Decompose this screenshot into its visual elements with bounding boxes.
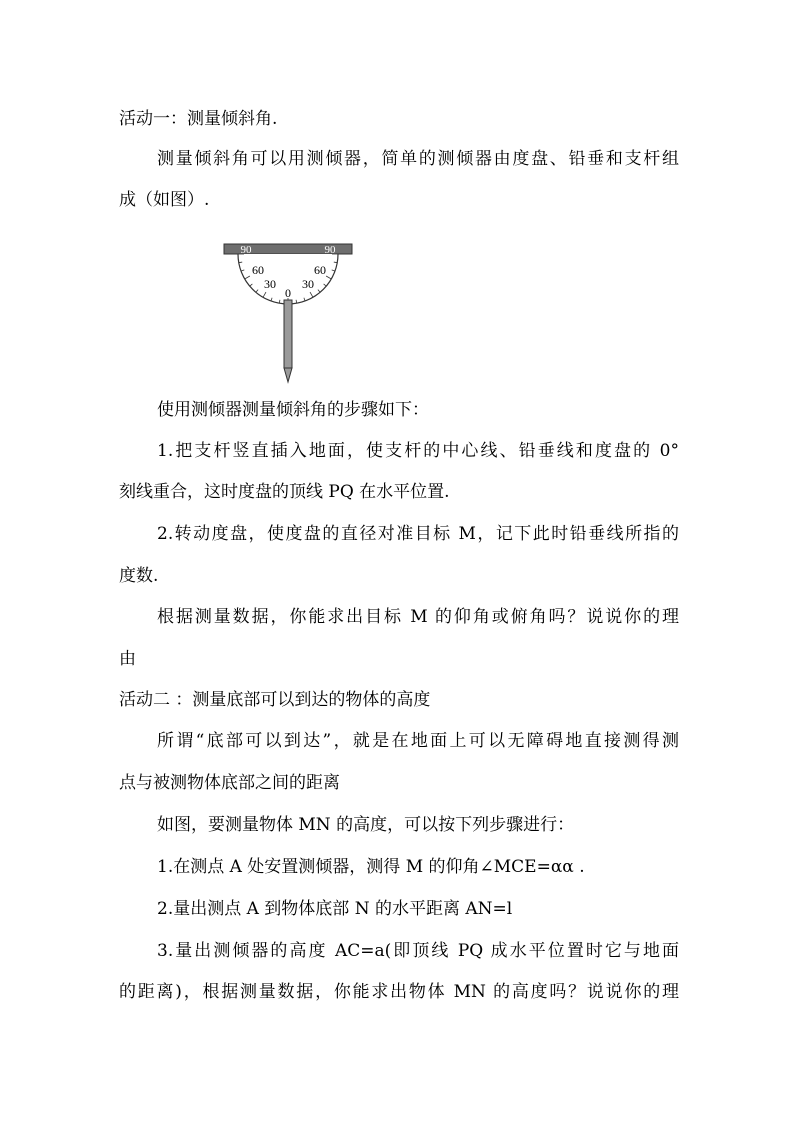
activity1-intro-line2: 成（如图）. bbox=[119, 190, 210, 210]
dial-label-left-90: 90 bbox=[240, 244, 252, 256]
support-rod bbox=[284, 300, 292, 368]
definition-line2: 点与被测物体底部之间的距离 bbox=[119, 773, 340, 793]
activity2-step1: 1.在测点 A 处安置测倾器，测得 M 的仰角∠MCE=αα . bbox=[157, 857, 585, 877]
dial-label-left-30: 30 bbox=[264, 277, 276, 291]
activity2-heading: 活动二 ：测量底部可以到达的物体的高度 bbox=[119, 690, 431, 710]
inclinometer-figure bbox=[218, 238, 358, 386]
dial-label-left-60: 60 bbox=[252, 263, 264, 277]
activity1-heading: 活动一：测量倾斜角. bbox=[119, 109, 278, 129]
dial-label-right-90: 90 bbox=[324, 244, 336, 256]
dial-label-zero: 0 bbox=[285, 286, 291, 300]
activity2-step3-line1: 3.量出测倾器的高度 AC=a(即顶线 PQ 成水平位置时它与地面 bbox=[157, 941, 679, 961]
activity2-step2: 2.量出测点 A 到物体底部 N 的水平距离 AN=l bbox=[157, 899, 513, 919]
step2-line1: 2.转动度盘，使度盘的直径对准目标 M，记下此时铅垂线所指的 bbox=[157, 524, 679, 544]
steps-intro: 使用测倾器测量倾斜角的步骤如下： bbox=[157, 400, 429, 420]
step1-line1: 1.把支杆竖直插入地面，使支杆的中心线、铅垂线和度盘的 0° bbox=[157, 441, 679, 461]
question-line1: 根据测量数据，你能求出目标 M 的仰角或俯角吗？说说你的理 bbox=[157, 607, 679, 627]
step2-line2: 度数. bbox=[119, 566, 159, 586]
question-line2: 由 bbox=[119, 649, 136, 669]
activity1-intro-line1: 测量倾斜角可以用测倾器，简单的测倾器由度盘、铅垂和支杆组 bbox=[157, 149, 679, 169]
rod-tip bbox=[284, 368, 292, 382]
step1-line2: 刻线重合，这时度盘的顶线 PQ 在水平位置. bbox=[119, 482, 450, 502]
activity2-step3-line2: 的距离)，根据测量数据，你能求出物体 MN 的高度吗？说说你的理 bbox=[119, 982, 679, 1002]
activity2-intro: 如图，要测量物体 MN 的高度，可以按下列步骤进行： bbox=[157, 815, 575, 835]
dial-label-right-30: 30 bbox=[302, 277, 314, 291]
definition-line1: 所谓“底部可以到达”，就是在地面上可以无障碍地直接测得测 bbox=[157, 731, 679, 751]
dial-label-right-60: 60 bbox=[314, 263, 326, 277]
